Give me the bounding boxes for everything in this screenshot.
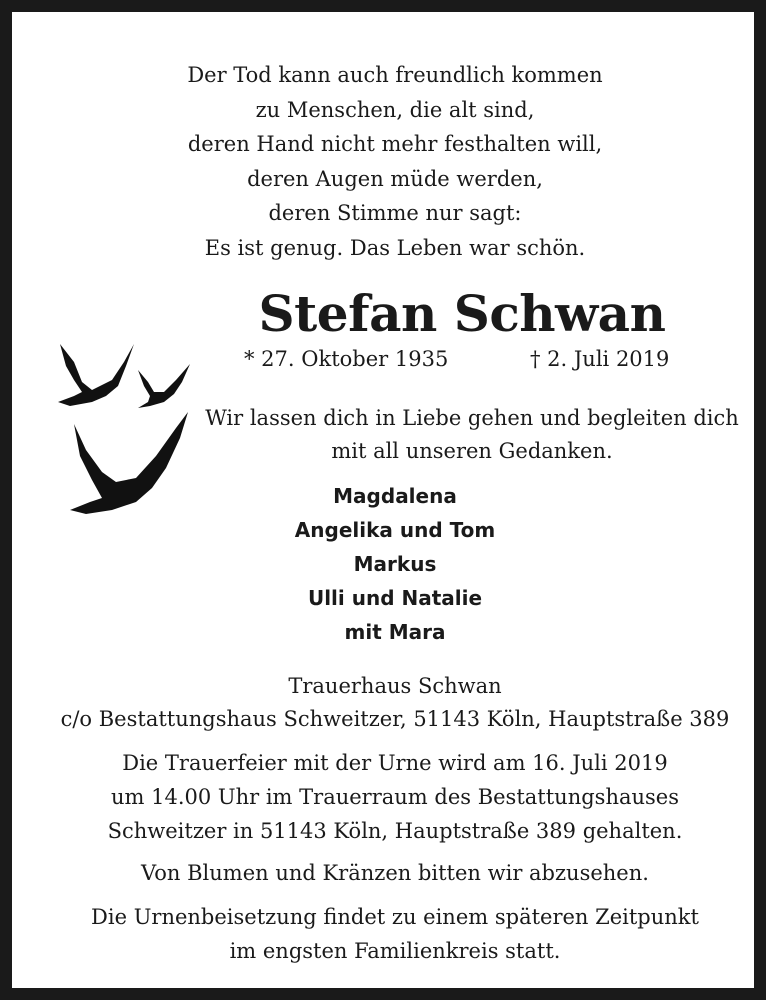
poem-line: Es ist genug. Das Leben war schön. [204, 235, 586, 260]
urn-line: Die Urnenbeisetzung findet zu einem späteren Zeitpunkt [91, 905, 699, 929]
flowers-notice: Von Blumen und Kränzen bitten wir abzusehen. [141, 861, 649, 885]
family-member: Markus [353, 552, 437, 576]
family-member: Magdalena [333, 484, 457, 508]
ceremony-line: Schweitzer in 51143 Köln, Hauptstraße 389 gehalten. [107, 819, 683, 843]
house-line: c/o Bestattungshaus Schweitzer, 51143 Köln, Hauptstraße 389 [60, 707, 730, 731]
dove-icon [58, 344, 134, 406]
farewell-line: Wir lassen dich in Liebe gehen und begleiten dich [205, 406, 739, 430]
family-member: mit Mara [344, 620, 446, 644]
family-list [195, 479, 595, 649]
house-line: Trauerhaus Schwan [288, 674, 502, 698]
flying-doves-icon [52, 332, 202, 522]
dove-icon [70, 412, 188, 514]
poem-line: zu Menschen, die alt sind, [255, 97, 535, 122]
ceremony-line: um 14.00 Uhr im Trauerraum des Bestattungshauses [111, 785, 679, 809]
family-member: Ulli und Natalie [307, 586, 483, 610]
family-member: Angelika und Tom [294, 518, 496, 542]
mourning-house-address [12, 670, 766, 736]
urn-line: im engsten Familienkreis statt. [229, 939, 561, 963]
farewell-text [192, 402, 752, 468]
ceremony-notice [12, 746, 766, 848]
dove-icon [138, 364, 190, 408]
poem-line: deren Stimme nur sagt: [268, 201, 522, 225]
birth-date: * 27. Oktober 1935 [244, 347, 449, 371]
urn-burial-notice [12, 900, 766, 968]
ceremony-line: Die Trauerfeier mit der Urne wird am 16. Juli 2019 [122, 751, 668, 775]
deceased-name: Stefan Schwan [258, 284, 666, 343]
poem-line: Der Tod kann auch freundlich kommen [187, 63, 603, 87]
poem [12, 58, 766, 265]
poem-line: deren Hand nicht mehr festhalten will, [187, 132, 603, 156]
farewell-line: mit all unseren Gedanken. [331, 439, 613, 463]
death-date: † 2. Juli 2019 [530, 347, 670, 371]
poem-line: deren Augen müde werden, [247, 166, 543, 191]
